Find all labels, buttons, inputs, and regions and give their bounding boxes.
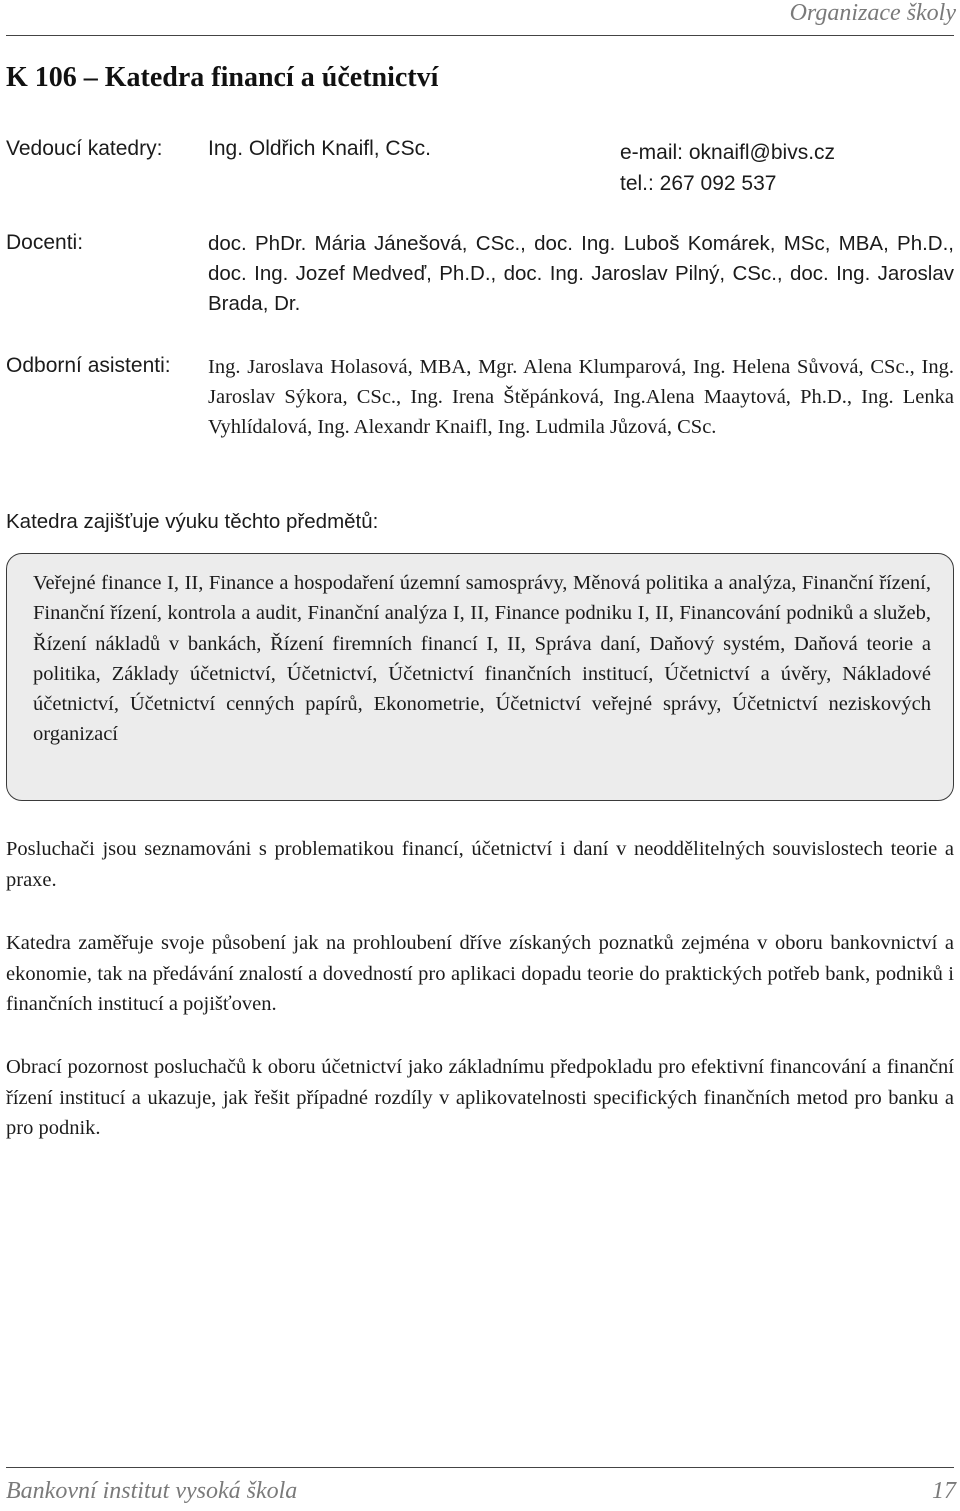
department-title: K 106 – Katedra financí a účetnictví: [6, 62, 439, 93]
docents-list: doc. PhDr. Mária Jánešová, CSc., doc. Ing. Luboš Komárek, MSc, MBA, Ph.D., doc. Ing. Jozef Medveď, Ph.D., doc. Ing. Jaroslav Pilný, CSc., doc. Ing. Jaroslav Brada, Dr.: [208, 232, 954, 315]
contact-info: [620, 137, 835, 199]
subjects-list: Veřejné finance I, II, Finance a hospodaření územní samosprávy, Měnová politika a analýza, Finanční řízení, Finanční řízení, kontrola a audit, Finanční analýza I, II, Finance podniku I, II, Financování podniků a služeb, Řízení nákladů v bankách, Řízení firemních financí I, II, Správa daní, Daňový systém, Daňová teorie a politika, Základy účetnictví, Účetnictví, Účetnictví finančních institucí, Účetnictví a úvěry, Nákladové účetnictví, Účetnictví cenných papírů, Ekonometrie, Účetnictví veřejné správy, Účetnictví neziskových organizací: [33, 572, 931, 746]
docents-label: Docenti:: [6, 231, 84, 254]
paragraph-1: Posluchači jsou seznamováni s problematikou financí, účetnictví i daní v neoddělitelných souvislostech teorie a praxe.: [6, 838, 954, 891]
head-of-department-name: Ing. Oldřich Knaifl, CSc.: [208, 137, 431, 160]
assistants-label: Odborní asistenti:: [6, 354, 171, 377]
phone-text: tel.: 267 092 537: [620, 172, 777, 195]
paragraph-3: Obrací pozornost posluchačů k oboru účetnictví jako základnímu předpokladu pro efektivní financování a finanční řízení institucí a ukazuje, jak řešit případné rozdíly v aplikovatelnosti specifických finančních metod pro banku a pro podnik.: [6, 1056, 954, 1139]
running-head: Organizace školy: [789, 0, 956, 26]
paragraph-2: Katedra zaměřuje svoje působení jak na prohloubení dříve získaných poznatků zejména v oboru bankovnictví a ekonomie, tak na předávání znalostí a dovedností pro aplikaci dopadu teorie do praktických potřeb bank, podniků i finančních institucí a pojišťoven.: [6, 932, 954, 1015]
header-rule: [6, 35, 954, 36]
page-number: 17: [932, 1478, 956, 1504]
subjects-intro: Katedra zajišťuje výuku těchto předmětů:: [6, 510, 379, 533]
assistants-list: Ing. Jaroslava Holasová, MBA, Mgr. Alena Klumparová, Ing. Helena Sůvová, CSc., Ing. Jaroslav Sýkora, CSc., Ing. Irena Štěpánková, Ing.Alena Maaytová, Ph.D., Ing. Lenka Vyhlídalová, Ing. Alexandr Knaifl, Ing. Ludmila Jůzová, CSc.: [208, 356, 954, 438]
footer-institution: Bankovní institut vysoká škola: [6, 1478, 298, 1504]
footer-rule: [6, 1467, 954, 1468]
head-of-department-label: Vedoucí katedry:: [6, 137, 163, 160]
email-text: e-mail: oknaifl@bivs.cz: [620, 141, 836, 164]
subjects-box: [6, 553, 954, 801]
